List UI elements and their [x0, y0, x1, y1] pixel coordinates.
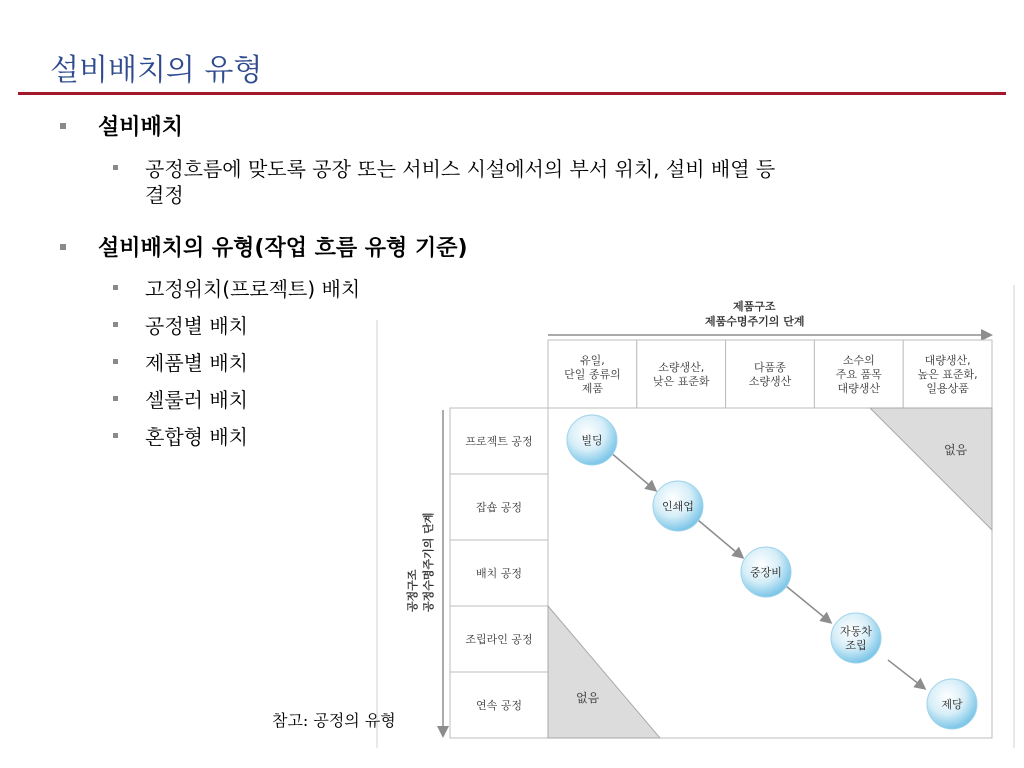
- column-header-cell: [637, 340, 726, 408]
- sub-bullet-hybrid: 혼합형 배치: [145, 425, 248, 451]
- row-header-text: 프로젝트 공정: [465, 435, 533, 448]
- column-header-text: 소수의: [842, 354, 875, 367]
- column-header-text: 주요 품목: [835, 368, 882, 381]
- column-header-text: 소량생산,: [658, 361, 705, 374]
- sub-bullet-text-line1: 공정흐름에 맞도록 공장 또는 서비스 시설에서의 부서 위치, 설비 배열 등: [145, 157, 776, 181]
- column-header-text: 다품종: [754, 361, 786, 374]
- column-header-text: 단일 종류의: [564, 368, 621, 381]
- column-headers: [548, 340, 992, 408]
- column-header-cell: [726, 340, 815, 408]
- flow-node-label: 인쇄업: [662, 500, 694, 513]
- sub-bullet-process: 공정별 배치: [145, 314, 248, 340]
- row-header-text: 배치 공정: [475, 567, 523, 580]
- top-axis-label-line2: 제품수명주기의 단계: [705, 315, 805, 328]
- left-axis-label-line1: 공정구조: [406, 569, 419, 612]
- none-label-top-right: 없음: [944, 443, 968, 457]
- sub-bullet-cellular: 셀룰러 배치: [145, 388, 248, 414]
- row-header-text: 잡숍 공정: [475, 501, 523, 514]
- bullet-text: 설비배치의 유형(작업 흐름 유형 기준): [98, 236, 468, 261]
- none-label-bottom-left: 없음: [576, 691, 600, 705]
- column-header-text: 유일,: [580, 354, 605, 367]
- page-title: 설비배치의 유형: [50, 53, 263, 88]
- sub-bullet-product: 제품별 배치: [145, 351, 248, 377]
- flow-node-circle: [831, 613, 881, 663]
- flow-node-label: 빌딩: [581, 434, 603, 447]
- left-axis-label-line2: 공정수명주기의 단계: [422, 512, 435, 612]
- column-header-text: 높은 표준화,: [917, 368, 978, 381]
- column-header-text: 낮은 표준화: [652, 375, 710, 388]
- flow-node-label: 제당: [941, 698, 963, 711]
- column-header-text: 소량생산: [748, 375, 792, 388]
- flow-node-label: 조립: [845, 639, 867, 652]
- column-header-text: 제품: [581, 382, 604, 395]
- row-header-text: 조립라인 공정: [465, 633, 533, 646]
- flow-node-label: 자동차: [840, 625, 872, 638]
- sub-bullet-text-line2: 결정: [145, 182, 184, 207]
- column-header-text: 일용상품: [926, 382, 969, 395]
- sub-bullet-fixed-position: 고정위치(프로젝트) 배치: [145, 277, 360, 303]
- column-header-text: 대량생산: [837, 382, 881, 395]
- row-headers: [450, 408, 548, 738]
- row-header-text: 연속 공정: [475, 699, 523, 712]
- reference-caption: 참고: 공정의 유형: [272, 711, 396, 730]
- flow-node-label: 중장비: [750, 566, 782, 579]
- top-axis-label-line1: 제품구조: [733, 300, 776, 313]
- column-header-text: 대량생산,: [924, 354, 971, 367]
- bullet-text: 설비배치: [98, 115, 184, 140]
